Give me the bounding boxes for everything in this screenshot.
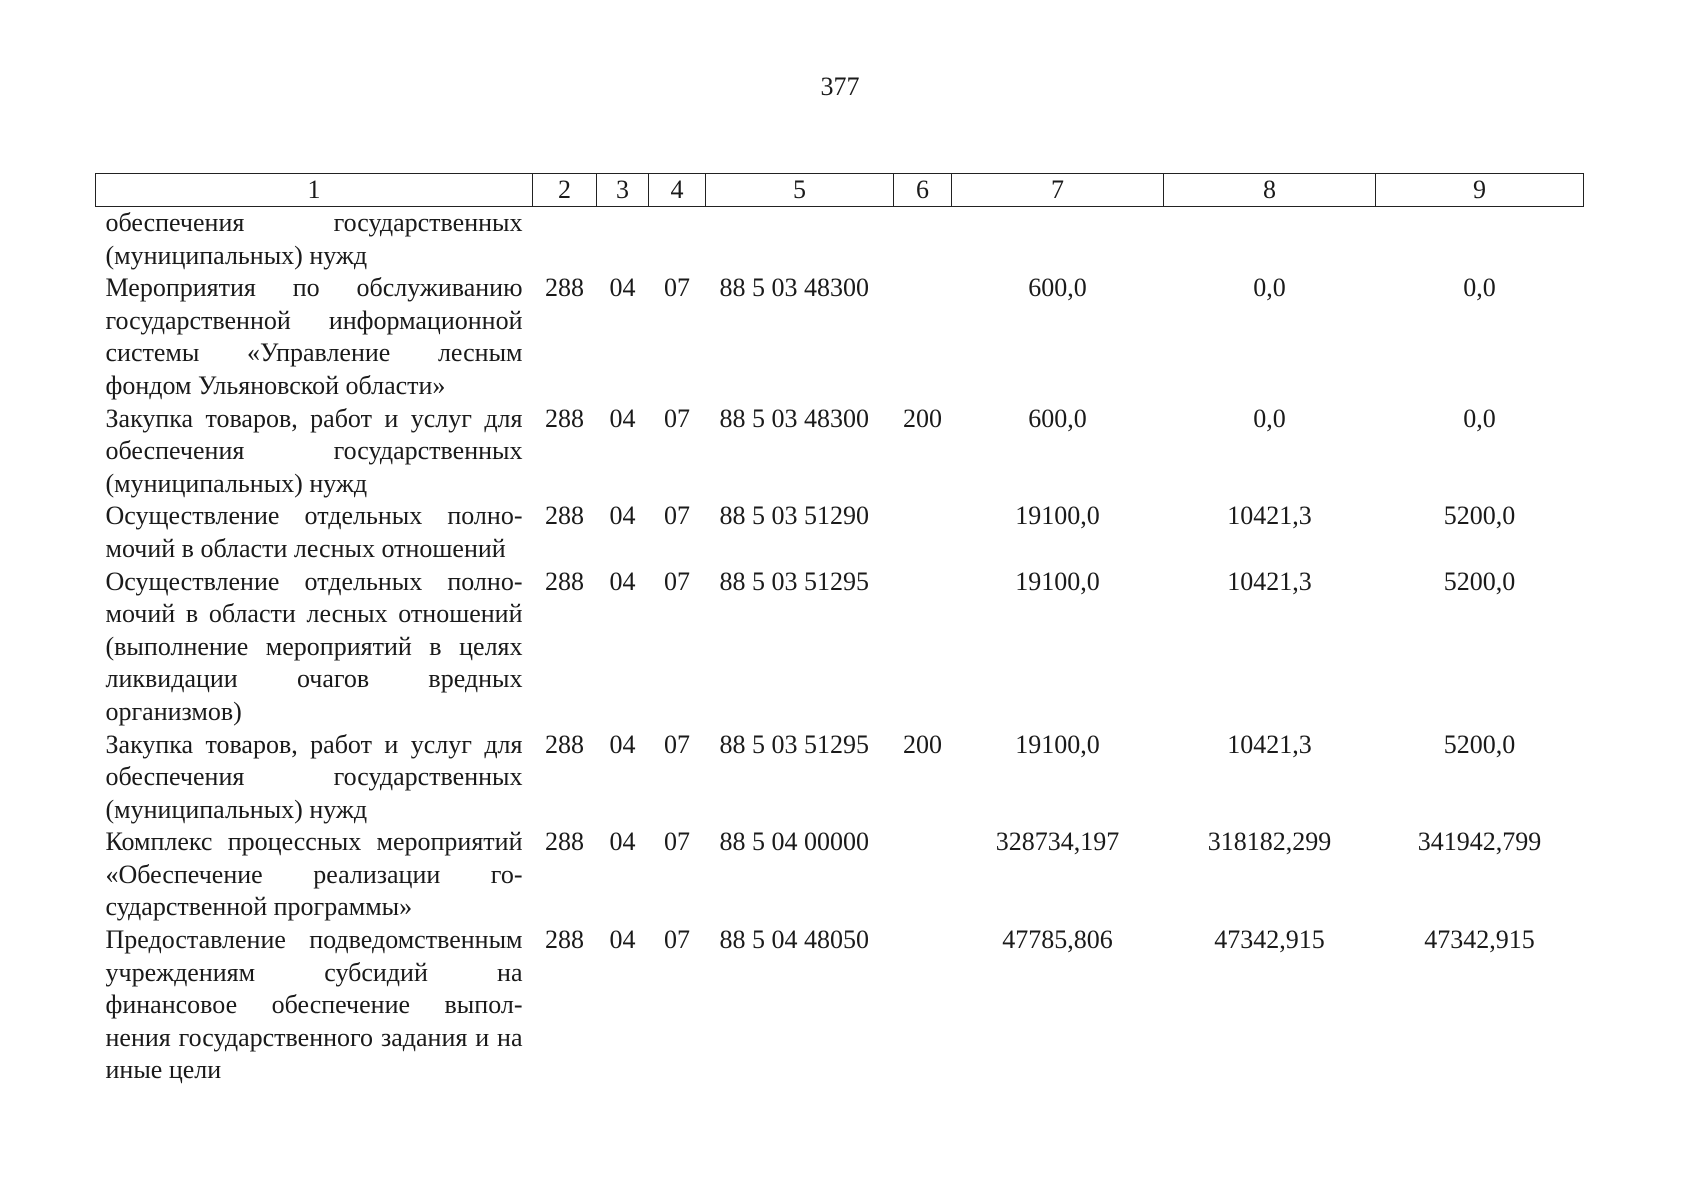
row-amount-col7: 19100,0 (1015, 566, 1100, 596)
row-subsection: 07 (664, 273, 690, 303)
row-expense-type (894, 826, 952, 924)
row-target-article: 88 5 04 48050 (719, 925, 869, 955)
row-expense-type: 200 (903, 403, 942, 433)
table-row (96, 729, 1584, 827)
row-admin-code: 288 (545, 501, 584, 531)
row-description: Осуществление отдельных полномочий в области лесных отношений (105, 501, 523, 563)
row-amount-col8: 10421,3 (1227, 501, 1312, 531)
table-row (96, 272, 1584, 402)
row-amount-col8: 0,0 (1253, 403, 1286, 433)
table-row (96, 826, 1584, 924)
table-row (96, 500, 1584, 565)
row-amount-col9: 341942,799 (1417, 827, 1542, 857)
row-amount-col7 (952, 207, 1164, 273)
row-description: Предоставление подведомственным учреждениям субсидий на финансовое обеспечение выполнения государственного задания и на иные цели (105, 925, 523, 1085)
row-section: 04 (609, 273, 636, 303)
column-header-5: 5 (706, 174, 894, 207)
row-description: Мероприятия по обслуживанию государственной информационной системы «Управление лесным фондом Ульяновской области» (105, 273, 523, 400)
budget-table (95, 173, 1584, 1087)
table-body (96, 207, 1584, 1088)
row-section (597, 207, 649, 273)
row-amount-col7: 19100,0 (1015, 729, 1100, 759)
column-header-2: 2 (533, 174, 597, 207)
row-amount-col9 (1376, 207, 1584, 273)
row-amount-col7: 19100,0 (1015, 501, 1100, 531)
row-target-article: 88 5 03 48300 (719, 403, 869, 433)
column-header-8: 8 (1164, 174, 1376, 207)
row-description: Комплекс процессных мероприятий «Обеспечение реализации государственной программы» (105, 827, 523, 922)
row-section: 04 (609, 403, 636, 433)
row-description: Закупка товаров, работ и услуг для обеспечения государственных (муниципальных) нужд (105, 403, 523, 498)
row-amount-col7: 600,0 (1028, 403, 1087, 433)
row-subsection: 07 (664, 501, 690, 531)
row-target-article: 88 5 03 51295 (719, 566, 869, 596)
table-row (96, 924, 1584, 1087)
row-target-article: 88 5 03 51290 (719, 501, 869, 531)
row-target-article: 88 5 03 51295 (719, 729, 869, 759)
row-amount-col9: 5200,0 (1443, 566, 1516, 596)
page-number: 377 (820, 72, 860, 101)
row-subsection: 07 (664, 403, 690, 433)
row-admin-code (533, 207, 597, 273)
row-amount-col9: 47342,915 (1424, 925, 1535, 955)
row-section: 04 (609, 827, 636, 857)
table-row (96, 566, 1584, 729)
row-amount-col8 (1164, 207, 1376, 273)
row-amount-col9: 0,0 (1463, 403, 1496, 433)
row-description: Осуществление отдельных полномочий в области лесных отношений (выполнение мероприятий в целях ликвидации очагов вредных организмов) (105, 566, 523, 726)
row-amount-col7: 600,0 (1028, 273, 1087, 303)
row-amount-col7: 47785,806 (1002, 925, 1113, 955)
table-header (96, 174, 1584, 207)
row-expense-type (894, 924, 952, 1087)
row-section: 04 (609, 925, 636, 955)
row-expense-type (894, 207, 952, 273)
row-expense-type (894, 566, 952, 729)
column-header-7: 7 (952, 174, 1164, 207)
row-amount-col7: 328734,197 (995, 827, 1120, 857)
row-expense-type (894, 500, 952, 565)
row-description: обеспечения государственных (муниципальных) нужд (105, 208, 523, 270)
row-admin-code: 288 (545, 566, 584, 596)
row-amount-col8: 10421,3 (1227, 729, 1312, 759)
row-amount-col8: 10421,3 (1227, 566, 1312, 596)
row-subsection (649, 207, 706, 273)
row-admin-code: 288 (545, 827, 584, 857)
row-subsection: 07 (664, 729, 690, 759)
column-header-6: 6 (894, 174, 952, 207)
column-number-row (96, 174, 1584, 207)
row-admin-code: 288 (545, 403, 584, 433)
row-amount-col9: 0,0 (1463, 273, 1496, 303)
row-section: 04 (609, 566, 636, 596)
row-subsection: 07 (664, 827, 690, 857)
column-header-1: 1 (96, 174, 533, 207)
row-amount-col9: 5200,0 (1443, 501, 1516, 531)
row-amount-col8: 0,0 (1253, 273, 1286, 303)
row-target-article (706, 207, 894, 273)
row-target-article: 88 5 03 48300 (719, 273, 869, 303)
row-amount-col9: 5200,0 (1443, 729, 1516, 759)
column-header-9: 9 (1376, 174, 1584, 207)
column-header-4: 4 (649, 174, 706, 207)
column-header-3: 3 (597, 174, 649, 207)
row-section: 04 (609, 729, 636, 759)
row-section: 04 (609, 501, 636, 531)
row-admin-code: 288 (545, 729, 584, 759)
row-subsection: 07 (664, 925, 690, 955)
row-description: Закупка товаров, работ и услуг для обеспечения государственных (муниципальных) нужд (105, 729, 523, 824)
row-amount-col8: 47342,915 (1214, 925, 1325, 955)
row-expense-type (894, 272, 952, 402)
row-admin-code: 288 (545, 273, 584, 303)
row-amount-col8: 318182,299 (1207, 827, 1332, 857)
row-admin-code: 288 (545, 925, 584, 955)
row-subsection: 07 (664, 566, 690, 596)
row-target-article: 88 5 04 00000 (719, 827, 869, 857)
table-row (96, 207, 1584, 273)
row-expense-type: 200 (903, 729, 942, 759)
table-row (96, 403, 1584, 501)
